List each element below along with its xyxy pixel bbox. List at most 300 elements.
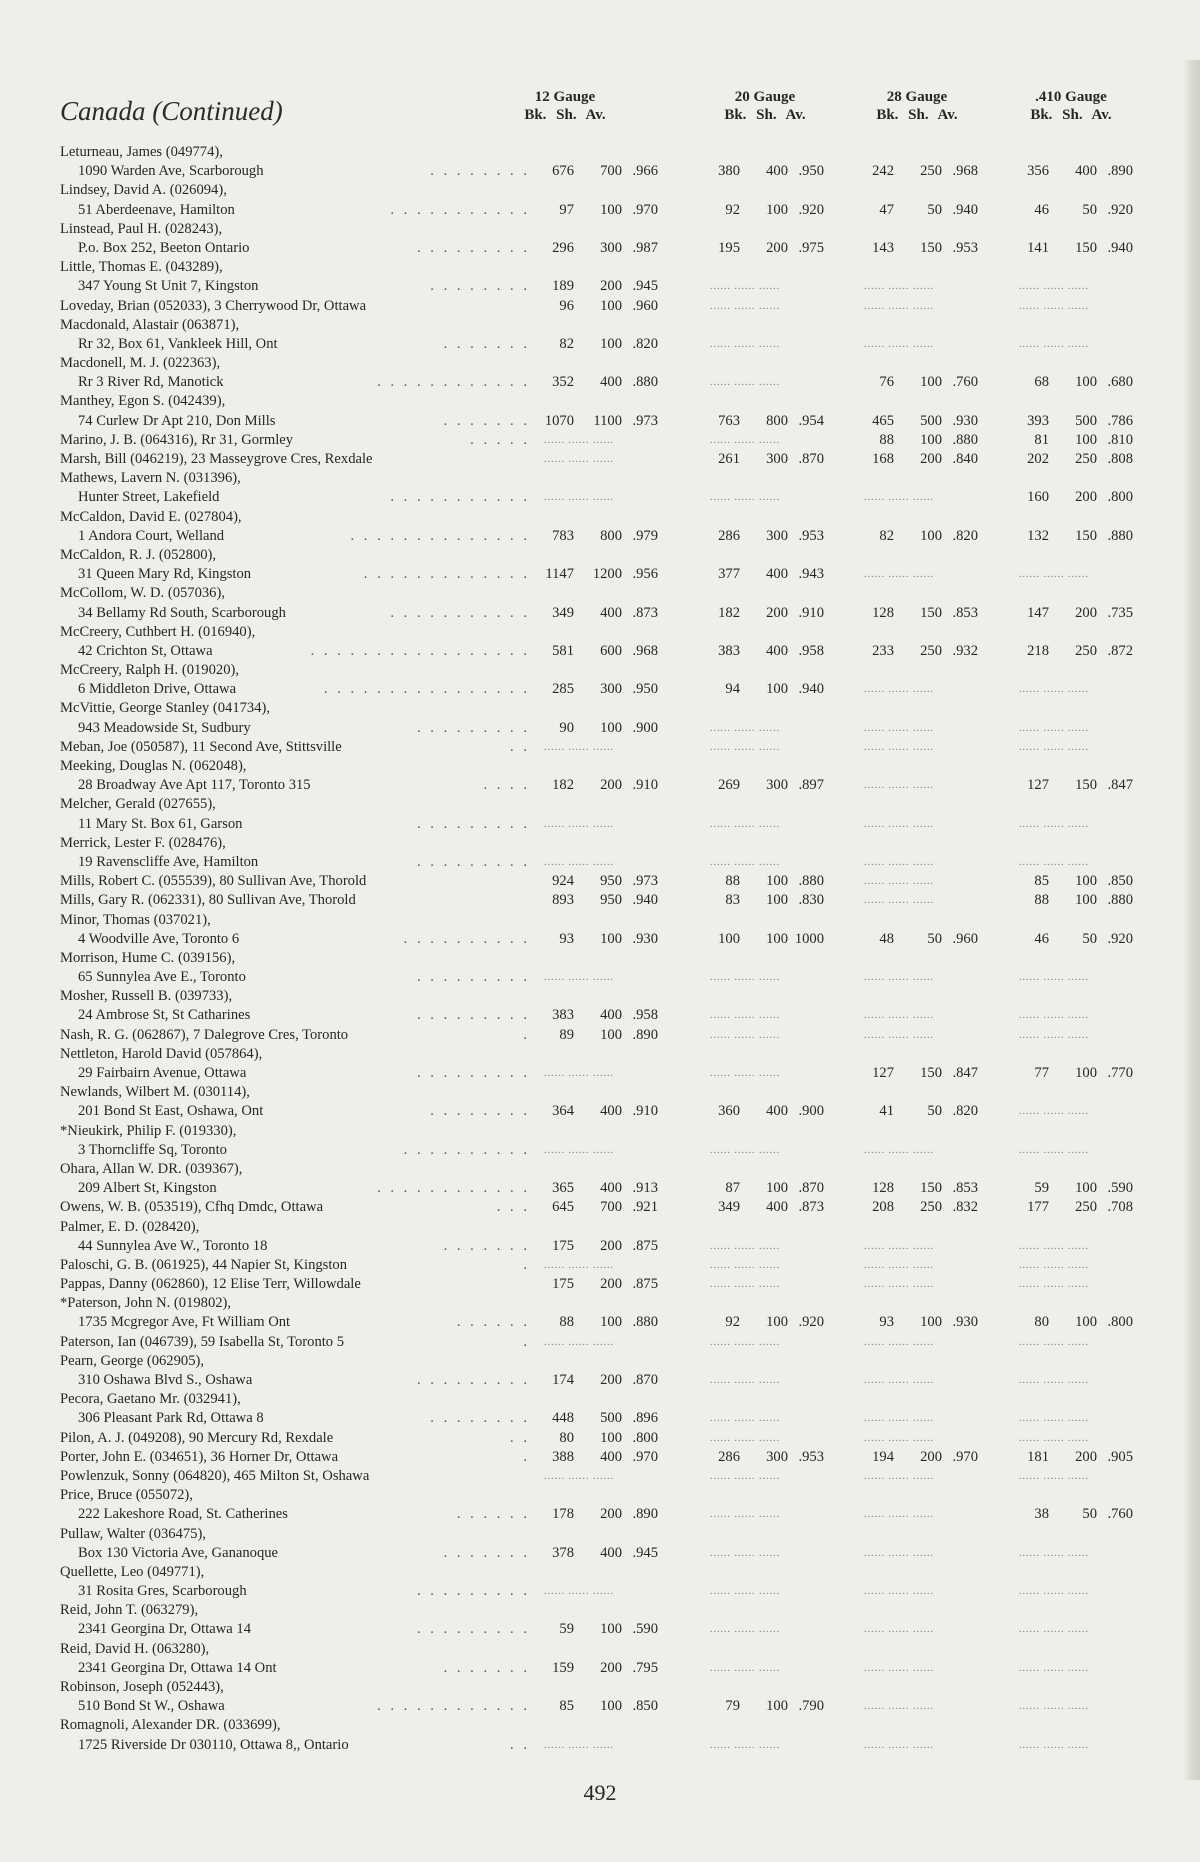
dot-leader: . [523, 1026, 530, 1043]
shot-count: 50 [1082, 201, 1097, 218]
name-row [0, 1640, 1200, 1659]
average: .830 [798, 892, 824, 909]
broken-count: 82 [559, 335, 574, 352]
dot-leader: . . . . . . . . [430, 1103, 530, 1120]
name-row [0, 1045, 1200, 1064]
empty-cell-dots: ...... ...... ...... [864, 741, 934, 753]
empty-cell-dots: ...... ...... ...... [1019, 1029, 1089, 1041]
dot-leader: . . . . . . . [443, 1544, 530, 1561]
shot-count: 100 [766, 930, 788, 947]
score-row [0, 930, 1200, 949]
broken-count: 261 [718, 451, 740, 467]
broken-count: 208 [872, 1199, 894, 1216]
shot-count: 200 [600, 777, 622, 794]
average: .850 [632, 1698, 658, 1715]
empty-cell-dots: ...... ...... ...... [1019, 1624, 1089, 1636]
average: .896 [632, 1410, 658, 1427]
dot-leader: . . . . [483, 777, 530, 794]
entry-name: Ohara, Allan W. DR. (039367), [60, 1160, 243, 1177]
entry-address: 29 Fairbairn Avenue, Ottawa [78, 1065, 247, 1081]
empty-cell-dots: ...... ...... ...... [710, 1470, 780, 1482]
average: .979 [632, 527, 658, 544]
score-row [0, 162, 1200, 181]
shot-count: 250 [920, 642, 942, 659]
average: .910 [632, 777, 658, 794]
broken-count: 127 [1027, 777, 1049, 794]
average: .870 [798, 451, 824, 467]
shot-count: 950 [600, 892, 622, 909]
empty-cell-dots: ...... ...... ...... [864, 1240, 934, 1252]
entry-name: Porter, John E. (034651), 36 Horner Dr, Ottawa [60, 1448, 339, 1465]
shot-count: 300 [766, 1448, 788, 1465]
name-row [0, 1601, 1200, 1620]
dot-leader: . . . . . . . . . . . . [377, 1180, 530, 1197]
empty-cell-dots: ...... ...... ...... [864, 895, 934, 907]
dot-leader: . . . . . . . . . . [403, 930, 530, 947]
entry-address: Hunter Street, Lakefield [78, 489, 220, 506]
average: .708 [1107, 1199, 1133, 1216]
dot-leader: . . . . . . . . . . . [390, 201, 530, 218]
broken-count: 175 [552, 1276, 574, 1293]
entry-name: Little, Thomas E. (043289), [60, 259, 223, 276]
average: .897 [798, 777, 824, 794]
dot-leader: . . [510, 738, 530, 755]
entry-name: Melcher, Gerald (027655), [60, 796, 216, 813]
broken-count: 89 [559, 1026, 574, 1043]
empty-cell-dots: ...... ...... ...... [864, 492, 934, 504]
score-row [0, 968, 1200, 987]
score-row [0, 201, 1200, 220]
name-row [0, 546, 1200, 565]
broken-count: 360 [718, 1103, 740, 1120]
empty-cell-dots: ...... ...... ...... [710, 856, 780, 868]
dot-leader: . . . . . . . . . [416, 853, 530, 870]
average: .975 [798, 239, 824, 256]
broken-count: 181 [1027, 1448, 1049, 1465]
empty-cell-dots: ...... ...... ...... [710, 722, 780, 734]
shot-count: 400 [600, 374, 622, 391]
entry-name: Loveday, Brian (052033), 3 Cherrywood Dr, Ottawa [60, 297, 367, 314]
broken-count: 286 [718, 527, 740, 544]
score-row [0, 1256, 1200, 1275]
shot-count: 100 [600, 930, 622, 947]
shot-count: 250 [1075, 451, 1097, 467]
dot-leader: . . . . . . . [443, 1237, 530, 1254]
shot-count: 300 [766, 527, 788, 544]
empty-cell-dots: ...... ...... ...... [710, 1029, 780, 1041]
score-row [0, 297, 1200, 316]
average: .930 [952, 412, 978, 429]
entry-address: Rr 3 River Rd, Manotick [78, 374, 224, 391]
shot-count: 150 [1075, 239, 1097, 256]
empty-cell-dots: ...... ...... ...... [864, 1279, 934, 1291]
dot-leader: . . . . . . . . . . . [390, 604, 530, 621]
dot-leader: . . . . . . . . . . . . . . . . [323, 681, 530, 698]
shot-count: 800 [766, 412, 788, 429]
entry-name: Paloschi, G. B. (061925), 44 Napier St, Kingston [60, 1256, 347, 1273]
shot-count: 100 [766, 1314, 788, 1331]
average: .905 [1107, 1448, 1133, 1465]
broken-count: 364 [552, 1103, 574, 1120]
shot-count: 100 [600, 1698, 622, 1715]
broken-count: 233 [872, 642, 894, 659]
score-row [0, 891, 1200, 910]
average: .880 [1107, 527, 1133, 544]
dot-leader: . . . . . . . . . [416, 719, 530, 736]
name-row [0, 1294, 1200, 1313]
entry-name: Pilon, A. J. (049208), 90 Mercury Rd, Rexdale [60, 1429, 334, 1446]
empty-cell-dots: ...... ...... ...... [864, 1662, 934, 1674]
empty-cell-dots: ...... ...... ...... [864, 818, 934, 830]
entry-name: McCaldon, R. J. (052800), [60, 546, 217, 563]
shot-count: 100 [920, 374, 942, 391]
shot-count: 300 [600, 681, 622, 698]
average: .970 [632, 1448, 658, 1465]
name-row [0, 181, 1200, 200]
empty-cell-dots: ...... ...... ...... [710, 338, 780, 350]
average: .880 [632, 374, 658, 391]
shot-count: 400 [766, 566, 788, 583]
shooter-list [0, 143, 1200, 1755]
entry-name: McCollom, W. D. (057036), [60, 585, 225, 602]
entry-name: Newlands, Wilbert M. (030114), [60, 1084, 250, 1101]
name-row [0, 949, 1200, 968]
name-row [0, 1122, 1200, 1141]
gauge-name: 20 Gauge [734, 89, 796, 105]
empty-cell-dots: ...... ...... ...... [1019, 1547, 1089, 1559]
broken-count: 41 [879, 1103, 894, 1120]
shot-count: 600 [600, 642, 622, 659]
entry-name: Price, Bruce (055072), [60, 1487, 193, 1504]
empty-cell-dots: ...... ...... ...... [710, 1547, 780, 1559]
entry-name: Pappas, Danny (062860), 12 Elise Terr, Willowdale [60, 1276, 361, 1293]
broken-count: 175 [552, 1237, 574, 1254]
shot-count: 500 [920, 412, 942, 429]
shot-count: 200 [600, 1237, 622, 1254]
average: .950 [632, 681, 658, 698]
name-row [0, 354, 1200, 373]
empty-cell-dots: ...... ...... ...... [1019, 338, 1089, 350]
broken-count: 377 [718, 566, 740, 583]
shot-count: 200 [600, 1276, 622, 1293]
average: .968 [632, 642, 658, 659]
average: .890 [632, 1026, 658, 1043]
average: .800 [632, 1429, 658, 1446]
gauge-header-410 [1006, 88, 1136, 124]
name-row [0, 987, 1200, 1006]
entry-address: 31 Queen Mary Rd, Kingston [78, 566, 252, 583]
shot-count: 400 [600, 1544, 622, 1561]
broken-count: 48 [879, 930, 894, 947]
shot-count: 400 [1075, 163, 1097, 180]
broken-count: 59 [1034, 1180, 1049, 1197]
empty-cell-dots: ...... ...... ...... [544, 1470, 614, 1482]
entry-name: Quellette, Leo (049771), [60, 1563, 205, 1580]
average: .735 [1107, 604, 1133, 621]
shot-count: 300 [766, 777, 788, 794]
shot-count: 150 [920, 1180, 942, 1197]
broken-count: 383 [718, 642, 740, 659]
empty-cell-dots: ...... ...... ...... [710, 972, 780, 984]
empty-cell-dots: ...... ...... ...... [544, 818, 614, 830]
empty-cell-dots: ...... ...... ...... [864, 1144, 934, 1156]
average: .840 [952, 451, 978, 467]
entry-address: 4 Woodville Ave, Toronto 6 [78, 930, 240, 947]
average: .921 [632, 1199, 658, 1216]
entry-name: Merrick, Lester F. (028476), [60, 834, 226, 851]
empty-cell-dots: ...... ...... ...... [1019, 1701, 1089, 1713]
entry-name: Macdonald, Alastair (063871), [60, 316, 240, 333]
empty-cell-dots: ...... ...... ...... [710, 1144, 780, 1156]
average: .872 [1107, 642, 1133, 659]
name-row [0, 1352, 1200, 1371]
shot-count: 400 [766, 163, 788, 180]
average: .873 [798, 1199, 824, 1216]
name-row [0, 508, 1200, 527]
entry-name: Mathews, Lavern N. (031396), [60, 470, 241, 487]
average: .870 [632, 1372, 658, 1388]
average: .970 [632, 201, 658, 218]
broken-count: 100 [718, 930, 740, 947]
shot-count: 100 [920, 1314, 942, 1331]
empty-cell-dots: ...... ...... ...... [1019, 1470, 1089, 1482]
empty-cell-dots: ...... ...... ...... [1019, 300, 1089, 312]
empty-cell-dots: ...... ...... ...... [864, 1432, 934, 1444]
shot-count: 150 [1075, 777, 1097, 794]
broken-count: 87 [725, 1180, 740, 1197]
dot-leader: . . . . . . . . . [416, 1583, 530, 1600]
name-row [0, 699, 1200, 718]
score-row [0, 1237, 1200, 1256]
broken-count: 218 [1027, 642, 1049, 659]
average: .880 [632, 1314, 658, 1331]
empty-cell-dots: ...... ...... ...... [864, 569, 934, 581]
broken-count: 383 [552, 1007, 574, 1024]
broken-count: 448 [552, 1410, 574, 1427]
entry-name: Reid, John T. (063279), [60, 1602, 199, 1619]
name-row [0, 623, 1200, 642]
empty-cell-dots: ...... ...... ...... [1019, 1739, 1089, 1751]
broken-count: 59 [559, 1621, 574, 1638]
entry-address: Rr 32, Box 61, Vankleek Hill, Ont [78, 335, 278, 352]
broken-count: 352 [552, 374, 574, 391]
broken-count: 1147 [545, 566, 574, 583]
empty-cell-dots: ...... ...... ...... [1019, 856, 1089, 868]
average: .875 [632, 1237, 658, 1254]
score-row [0, 450, 1200, 469]
name-row [0, 258, 1200, 277]
average: .880 [798, 873, 824, 890]
broken-count: 93 [559, 930, 574, 947]
entry-name: Owens, W. B. (053519), Cfhq Dmdc, Ottawa [60, 1199, 324, 1216]
entry-name: McCreery, Ralph H. (019020), [60, 662, 240, 679]
shot-count: 100 [1075, 1180, 1097, 1197]
entry-address: 310 Oshawa Blvd S., Oshawa [78, 1372, 253, 1388]
shot-count: 250 [1075, 642, 1097, 659]
empty-cell-dots: ...... ...... ...... [1019, 1662, 1089, 1674]
entry-address: 1 Andora Court, Welland [78, 527, 225, 544]
empty-cell-dots: ...... ...... ...... [710, 1010, 780, 1022]
average: .920 [1107, 930, 1133, 947]
average: .875 [632, 1276, 658, 1293]
empty-cell-dots: ...... ...... ...... [710, 1509, 780, 1521]
empty-cell-dots: ...... ...... ...... [1019, 741, 1089, 753]
average: .956 [632, 566, 658, 583]
empty-cell-dots: ...... ...... ...... [1019, 1279, 1089, 1291]
broken-count: 47 [879, 201, 894, 218]
shot-count: 250 [920, 163, 942, 180]
entry-name: Morrison, Hume C. (039156), [60, 949, 236, 966]
average: .973 [632, 412, 658, 429]
shot-count: 100 [600, 1026, 622, 1043]
name-row [0, 469, 1200, 488]
name-row [0, 1525, 1200, 1544]
shot-count: 400 [600, 604, 622, 621]
shot-count: 100 [600, 297, 622, 314]
shot-count: 200 [766, 239, 788, 256]
entry-address: 3 Thorncliffe Sq, Toronto [78, 1141, 227, 1158]
score-row [0, 527, 1200, 546]
name-row [0, 1083, 1200, 1102]
dot-leader: . . . . . . . [443, 412, 530, 429]
empty-cell-dots: ...... ...... ...... [864, 780, 934, 792]
dot-leader: . . . . . . [456, 1314, 530, 1331]
shot-count: 50 [927, 1103, 942, 1120]
shot-count: 500 [1075, 412, 1097, 429]
dot-leader: . . . [496, 1199, 530, 1216]
entry-address: 347 Young St Unit 7, Kingston [78, 278, 259, 295]
shot-count: 150 [1075, 527, 1097, 544]
average: .800 [1107, 489, 1133, 506]
broken-count: 80 [1034, 1314, 1049, 1331]
shot-count: 1100 [593, 412, 622, 429]
broken-count: 893 [552, 892, 574, 909]
average: .680 [1107, 374, 1133, 391]
dot-leader: . . . . . . . . . . . . [377, 1698, 530, 1715]
entry-address: 306 Pleasant Park Rd, Ottawa 8 [78, 1410, 264, 1427]
broken-count: 96 [559, 297, 574, 314]
dot-leader: . . . . . . . . . . . . . . . . . [310, 642, 530, 659]
score-row [0, 1544, 1200, 1563]
dot-leader: . . . . . . . . . . . [390, 489, 530, 506]
average: .910 [632, 1103, 658, 1120]
entry-name: Meban, Joe (050587), 11 Second Ave, Stittsville [60, 738, 342, 755]
shot-count: 400 [766, 642, 788, 659]
empty-cell-dots: ...... ...... ...... [864, 876, 934, 888]
average: .800 [1107, 1314, 1133, 1331]
shot-count: 250 [920, 1199, 942, 1216]
dot-leader: . . . . . . [456, 1506, 530, 1523]
average: .890 [1107, 163, 1133, 180]
score-row [0, 1620, 1200, 1639]
score-row [0, 776, 1200, 795]
shot-count: 200 [600, 1659, 622, 1676]
broken-count: 356 [1027, 163, 1049, 180]
empty-cell-dots: ...... ...... ...... [864, 722, 934, 734]
broken-count: 85 [559, 1698, 574, 1715]
dot-leader: . . . . . . . . . [416, 815, 530, 832]
entry-name: Pecora, Gaetano Mr. (032941), [60, 1391, 241, 1408]
broken-count: 174 [552, 1372, 574, 1388]
average: .973 [632, 873, 658, 890]
empty-cell-dots: ...... ...... ...... [864, 1010, 934, 1022]
shot-count: 100 [1075, 1314, 1097, 1331]
name-row [0, 1563, 1200, 1582]
entry-address: 28 Broadway Ave Apt 117, Toronto 315 [78, 777, 311, 794]
entry-name: McCaldon, David E. (027804), [60, 508, 242, 525]
score-row [0, 1141, 1200, 1160]
dot-leader: . . . . . . . [443, 335, 530, 352]
entry-name: Linstead, Paul H. (028243), [60, 220, 223, 237]
dot-leader: . . [510, 1429, 530, 1446]
gauge-columns: Bk. Sh. Av. [1030, 107, 1112, 123]
score-row [0, 1582, 1200, 1601]
average: .910 [798, 604, 824, 621]
entry-address: 510 Bond St W., Oshawa [78, 1698, 225, 1715]
name-row [0, 220, 1200, 239]
score-row [0, 1102, 1200, 1121]
entry-address: 34 Bellamy Rd South, Scarborough [78, 604, 286, 621]
empty-cell-dots: ...... ...... ...... [710, 377, 780, 389]
broken-count: 132 [1027, 527, 1049, 544]
empty-cell-dots: ...... ...... ...... [1019, 684, 1089, 696]
dot-leader: . . . . . . . . . [416, 239, 530, 256]
average: .954 [798, 412, 824, 429]
name-row [0, 834, 1200, 853]
entry-address: 1735 Mcgregor Ave, Ft William Ont [78, 1314, 291, 1331]
average: .968 [952, 163, 978, 180]
broken-count: 46 [1034, 930, 1049, 947]
score-row [0, 1429, 1200, 1448]
score-row [0, 1275, 1200, 1294]
shot-count: 150 [920, 604, 942, 621]
broken-count: 46 [1034, 201, 1049, 218]
score-row [0, 1064, 1200, 1083]
entry-name: Paterson, Ian (046739), 59 Isabella St, Toronto 5 [60, 1333, 345, 1350]
entry-name: Mills, Robert C. (055539), 80 Sullivan Ave, Thorold [60, 873, 367, 890]
entry-address: 2341 Georgina Dr, Ottawa 14 [78, 1621, 252, 1638]
shot-count: 50 [927, 930, 942, 947]
shot-count: 200 [600, 278, 622, 295]
broken-count: 285 [552, 681, 574, 698]
average: 1000 [794, 930, 824, 947]
empty-cell-dots: ...... ...... ...... [710, 1336, 780, 1348]
shot-count: 100 [766, 681, 788, 698]
average: .958 [798, 642, 824, 659]
shot-count: 400 [600, 1448, 622, 1465]
average: .950 [798, 163, 824, 180]
average: .930 [952, 1314, 978, 1331]
empty-cell-dots: ...... ...... ...... [710, 300, 780, 312]
empty-cell-dots: ...... ...... ...... [1019, 1413, 1089, 1425]
shot-count: 100 [1075, 892, 1097, 909]
empty-cell-dots: ...... ...... ...... [544, 1144, 614, 1156]
average: .940 [952, 201, 978, 218]
broken-count: 365 [552, 1180, 574, 1197]
score-row [0, 1659, 1200, 1678]
shot-count: 100 [600, 1621, 622, 1638]
name-row [0, 392, 1200, 411]
entry-address: 65 Sunnylea Ave E., Toronto [78, 969, 246, 986]
entry-address: Box 130 Victoria Ave, Gananoque [78, 1544, 279, 1561]
empty-cell-dots: ...... ...... ...... [710, 1375, 780, 1386]
entry-name: Nettleton, Harold David (057864), [60, 1045, 263, 1062]
average: .870 [798, 1180, 824, 1197]
shot-count: 100 [600, 335, 622, 352]
shot-count: 100 [600, 1429, 622, 1446]
empty-cell-dots: ...... ...... ...... [864, 1739, 934, 1751]
gauge-header-28 [852, 88, 982, 124]
